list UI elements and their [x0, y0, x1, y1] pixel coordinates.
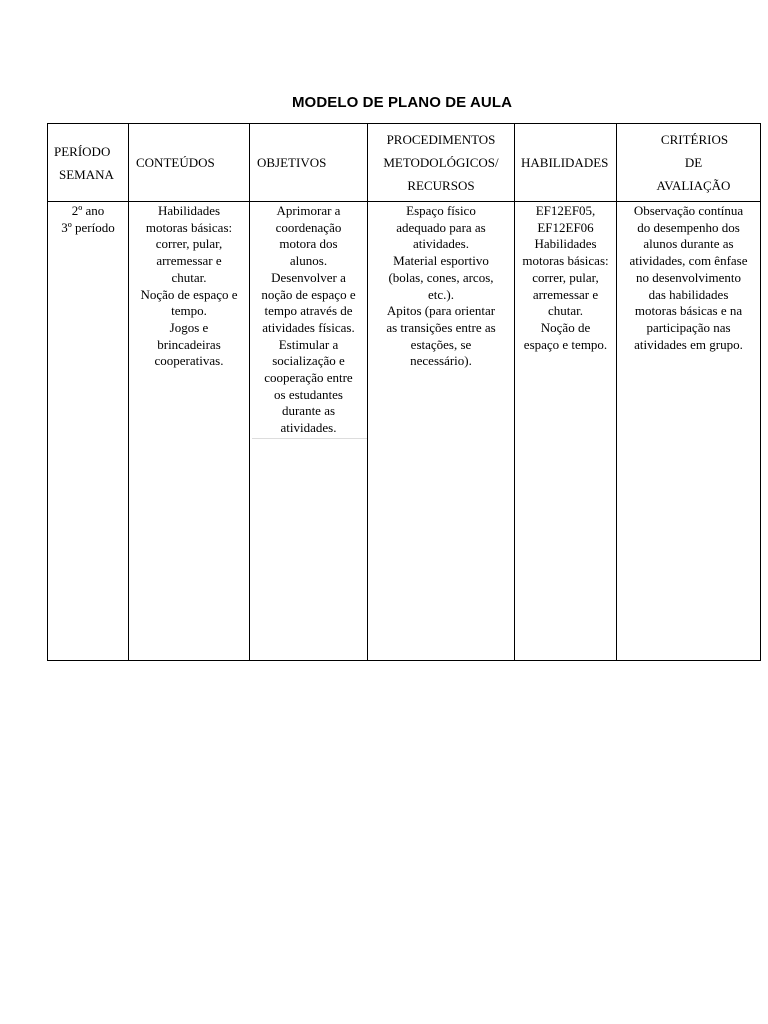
cell-procedimentos: [368, 202, 515, 661]
header-semana-label: SEMANA: [59, 166, 114, 182]
cell-divider-line: [252, 438, 367, 439]
cell-habilidades: [515, 202, 617, 661]
table-row: [48, 202, 761, 661]
header-procedimentos-line1: PROCEDIMENTOS: [386, 132, 496, 147]
cell-objetivos-text: Aprimorar a coordenação motora dos alunos. Desenvolver a noção de espaço e tempo através de atividades físicas. Estimular a socialização e cooperação entre os estudantes durante as atividades.: [261, 203, 356, 436]
header-criterios-line3: AVALIAÇÃO: [656, 178, 731, 193]
header-criterios-line1: CRITÉRIOS: [660, 132, 729, 147]
header-procedimentos: [368, 124, 515, 202]
header-procedimentos-line3: RECURSOS: [407, 178, 475, 193]
cell-objetivos: [250, 202, 368, 661]
cell-periodo-text: 2º ano 3º período: [61, 203, 115, 235]
cell-periodo: [48, 202, 129, 661]
header-periodo-semana: [48, 124, 129, 202]
cell-conteudos: [129, 202, 250, 661]
header-habilidades: HABILIDADES: [515, 124, 617, 202]
table-header-row: [48, 124, 761, 202]
cell-conteudos-text: Habilidades motoras básicas: correr, pular, arremessar e chutar. Noção de espaço e tempo. Jogos e brincadeiras cooperativas.: [140, 203, 238, 369]
lesson-plan-table: [47, 123, 761, 661]
cell-habilidades-text: EF12EF05, EF12EF06 Habilidades motoras básicas: correr, pular, arremessar e chutar. Noção de espaço e tempo.: [522, 203, 609, 352]
header-periodo-label: PERÍODO: [54, 143, 111, 159]
header-criterios: [617, 124, 761, 202]
header-conteudos: CONTEÚDOS: [129, 124, 250, 202]
cell-criterios-text: Observação contínua do desempenho dos alunos durante as atividades, com ênfase no desenvolvimento das habilidades motoras básicas e na participação nas atividades em grupo.: [629, 203, 748, 352]
cell-procedimentos-text: Espaço físico adequado para as atividades. Material esportivo (bolas, cones, arcos, etc.). Apitos (para orientar as transições entre as estações, se necessário).: [386, 203, 496, 369]
document-title: MODELO DE PLANO DE AULA: [291, 94, 513, 111]
cell-criterios: [617, 202, 761, 661]
header-criterios-line2: DE: [684, 155, 703, 170]
header-objetivos: OBJETIVOS: [250, 124, 368, 202]
header-procedimentos-line2: METODOLÓGICOS/: [383, 155, 499, 170]
